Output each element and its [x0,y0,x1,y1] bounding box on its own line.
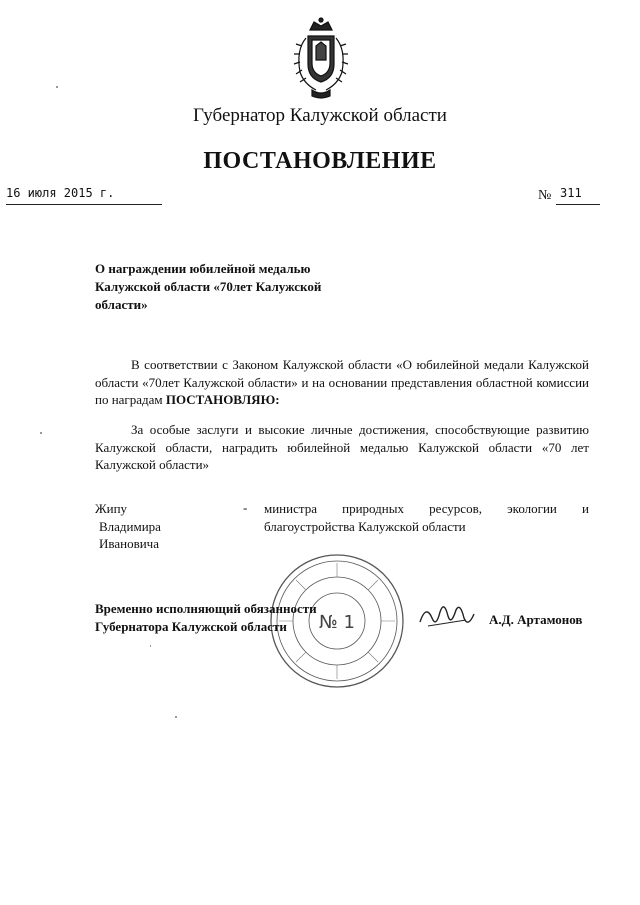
scan-speck [56,86,58,88]
document-type-title: ПОСТАНОВЛЕНИЕ [203,148,437,174]
scan-speck [175,716,177,718]
signatory-title-line: Временно исполняющий обязанности [95,601,317,616]
document-date: 16 июля 2015 г. [6,186,115,200]
signatory-name: А.Д. Артамонов [489,612,583,627]
awardee-first-name: Владимира [99,518,161,534]
scan-speck [40,432,42,434]
subject-line: Калужской области «70лет Калужской [95,279,322,294]
handwritten-signature [418,598,476,632]
awardee-position: министра природных ресурсов, экологии и благоустройства Калужской области [264,501,589,534]
preamble-text: В соответствии с Законом Калужской области «О юбилейной медали Калужской области «70лет Калужской области» и на основании представления областной комиссии по наградам [95,357,589,407]
award-paragraph: За особые заслуги и высокие личные достижения, способствующие развитию Калужской области, наградить юбилейной медалью Калужской области «70 лет Калужской области» [95,422,589,472]
coat-of-arms-icon [290,16,352,100]
document-subject [95,260,355,314]
document-number: 311 [560,186,582,200]
signatory-title-line: Губернатора Калужской области [95,618,287,634]
awardee-dash: - [243,500,248,515]
number-underline [556,204,600,205]
awardee-name [95,500,215,553]
subject-line: О награждении юбилейной медалью [95,261,311,276]
preamble-paragraph [95,356,589,409]
number-sign: № [538,188,552,203]
signatory-title [95,600,355,635]
subject-line: области» [95,297,148,312]
decree-word: ПОСТАНОВЛЯЮ: [165,392,280,407]
date-underline [6,204,162,205]
seal-number: № 1 [319,612,355,633]
awardee-patronymic: Ивановича [99,536,159,551]
issuing-authority: Губернатор Калужской области [193,105,447,126]
scan-speck [150,645,151,647]
awardee-surname: Жипу [95,501,128,516]
